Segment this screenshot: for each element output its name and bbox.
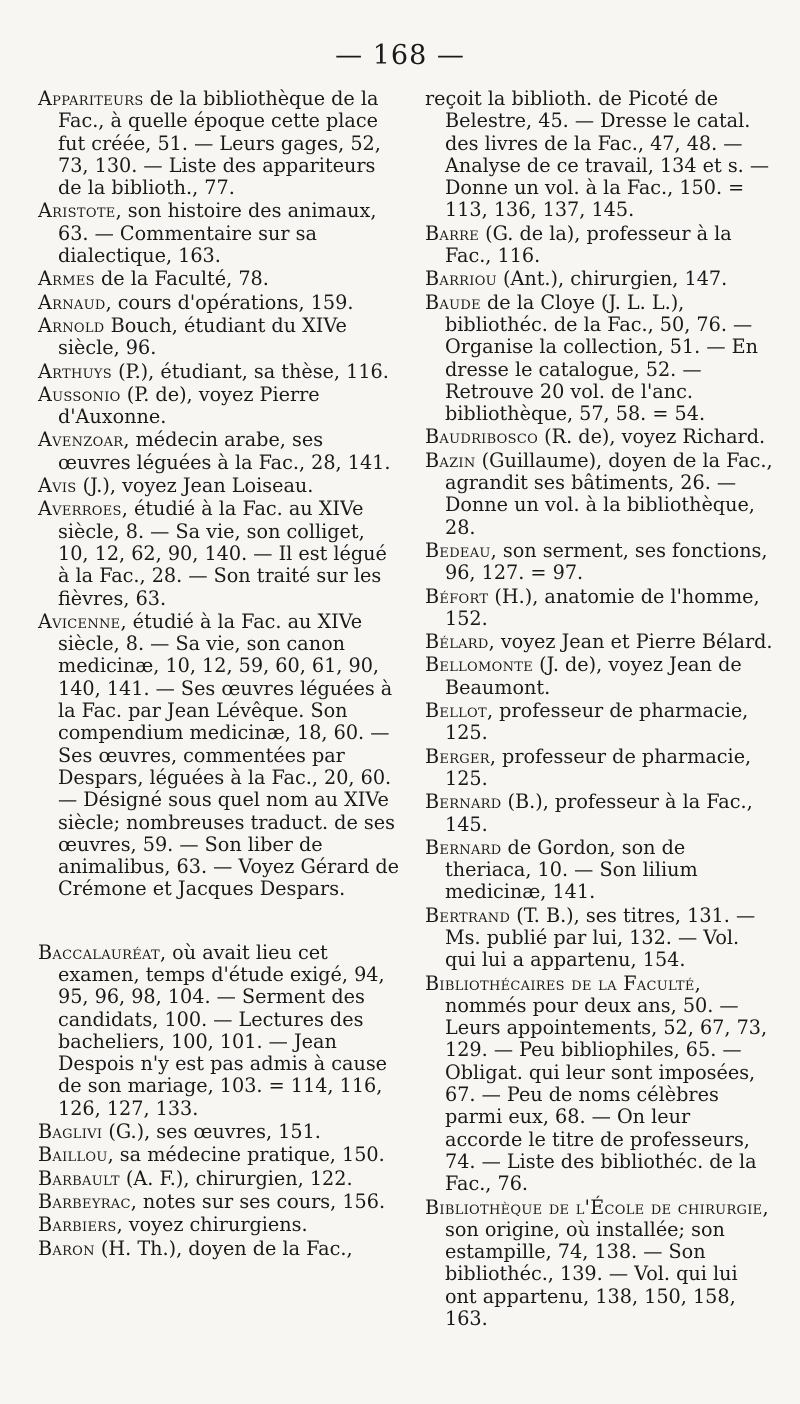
index-entry [425,791,773,836]
entry-head: Baglivi [38,1120,103,1144]
entry-text: de la Faculté, 78. [94,267,269,291]
entry-text: de la bibliothèque de la Fac., à quelle époque cette place fut créée, 51. — Leurs gages, 52, 73, 130. — Liste des appariteurs de la biblioth., 77. [58,87,381,200]
index-entry [38,429,400,474]
entry-text: (Guillaume), doyen de la Fac., agrandit ses bâtiments, 26. — Donne un vol. à la bibliothèque, 28. [445,448,773,539]
entry-head: Bibliothécaires de la Faculté [425,971,695,995]
entry-head: Baccalauréat [38,940,160,964]
entry-text: , étudié à la Fac. au XIVe siècle, 8. — Sa vie, son colliget, 10, 12, 62, 90, 140. — Il est légué à la Fac., 28. — Son traité sur les fièvres, 63. [58,497,387,610]
entry-text: , cours d'opérations, 159. [105,290,354,314]
entry-text: (H.), anatomie de l'homme, 152. [445,584,760,630]
index-entry [425,905,773,972]
entry-head: Aristote [38,199,116,223]
index-column-right [425,88,773,1331]
index-entry [38,200,400,267]
index-entry [38,475,400,497]
entry-head: Baude [425,290,481,314]
entry-head: Arnaud [38,290,106,314]
entry-text: (P.), étudiant, sa thèse, 116. [111,359,389,383]
entry-text: , notes sur ses cours, 156. [130,1189,386,1213]
entry-head: Avicenne [38,609,121,633]
entry-head: Barbault [38,1166,120,1190]
entry-head: Baillou [38,1143,108,1167]
entry-text: , où avait lieu cet examen, temps d'étude exigé, 94, 95, 96, 98, 104. — Serment des candidats, 100. — Lectures des bacheliers, 100, 101. — Jean Despois n'y est pas admis à cause de son mariage, 103. = 114, 116, 126, 127, 133. [58,940,388,1120]
entry-head: Baudribosco [425,425,539,449]
entry-text: (G.), ses œuvres, 151. [102,1120,321,1144]
index-entry [425,586,773,631]
entry-head: Arthuys [38,359,112,383]
index-entry [38,292,400,314]
index-entry [425,700,773,745]
index-entry [425,631,773,653]
entry-head: Aussonio [38,382,121,406]
entry-head: Bélard [425,630,489,654]
entry-head: Bellot [425,699,487,723]
index-entry [425,1197,773,1331]
index-entry [38,315,400,360]
entry-head: Avis [38,474,77,498]
entry-head: Bernard [425,835,502,859]
entry-text: de Gordon, son de theriaca, 10. — Son lilium medicinæ, 141. [445,835,698,904]
index-entry [425,746,773,791]
entry-text: de la Cloye (J. L. L.), bibliothéc. de la Fac., 50, 76. — Organise la collection, 51. — En dresse le catalogue, 52. — Retrouve 20 vol. de l'anc. bibliothèque, 57, 58. = 54. [445,290,758,426]
index-entry [38,88,400,199]
entry-text: (T. B.), ses titres, 131. — Ms. publié par lui, 132. — Vol. qui lui a appartenu, 154. [445,903,756,972]
entry-text: (J. de), voyez Jean de Beaumont. [445,653,742,699]
entry-text: (P. de), voyez Pierre d'Auxonne. [58,382,320,429]
entry-text: (R. de), voyez Richard. [538,425,766,449]
index-entry [425,540,773,585]
entry-text: (B.), professeur à la Fac., 145. [445,790,753,836]
index-entry-continued [425,88,773,222]
index-entry [425,223,773,268]
index-entry [38,1144,400,1166]
index-entry [38,1168,400,1190]
entry-text: (J.), voyez Jean Loiseau. [76,474,314,498]
entry-text: , médecin arabe, ses œuvres léguées à la Fac., 28, 141. [58,428,391,474]
entry-text: , voyez Jean et Pierre Bélard. [488,630,773,654]
entry-head: Avenzoar [38,428,124,452]
index-entry [38,268,400,290]
entry-head: Barriou [425,267,497,291]
entry-head: Bellomonte [425,653,534,677]
entry-head: Bertrand [425,903,511,927]
entry-text: (G. de la), professeur à la Fac., 116. [445,221,732,268]
index-entry [425,292,773,426]
index-entry [38,361,400,383]
entry-head: Barre [425,221,480,245]
index-entry [425,268,773,290]
index-entry [38,1191,400,1213]
entry-text: , son histoire des animaux, 63. — Commentaire sur sa dialectique, 163. [58,199,377,268]
index-entry [38,498,400,609]
index-entry [425,654,773,699]
index-entry [425,837,773,904]
entry-head: Berger [425,744,490,768]
entry-text: , professeur de pharmacie, 125. [445,699,749,745]
index-entry [38,611,400,901]
entry-head: Arnold [38,313,105,337]
entry-text: , son origine, où installée; son estampille, 74, 138. — Son bibliothéc., 139. — Vol. qui lui ont appartenu, 138, 150, 158, 163. [445,1195,769,1331]
entry-head: Appariteurs [38,87,144,110]
entry-text: (H. Th.), doyen de la Fac., [94,1236,353,1260]
index-entry [38,1121,400,1143]
entry-head: Baron [38,1236,95,1260]
entry-text: , son serment, ses fonctions, 96, 127. = 97. [445,538,768,585]
entry-head: Béfort [425,584,489,608]
index-entry [38,1238,400,1260]
entry-text: Bouch, étudiant du XIVe siècle, 96. [58,313,347,360]
entry-head: Barbeyrac [38,1189,131,1213]
index-column-left [38,88,400,1261]
entry-head: Bernard [425,790,502,814]
entry-head: Barbiers [38,1213,117,1237]
entry-text: (Ant.), chirurgien, 147. [496,267,728,291]
index-entry [38,384,400,429]
page-number: — 168 — [335,40,465,71]
entry-head: Armes [38,267,95,291]
entry-text: , voyez chirurgiens. [116,1213,308,1237]
entry-head: Bazin [425,448,476,472]
entry-head: Averroes [38,497,122,521]
index-entry [425,450,773,539]
index-entry [425,426,773,448]
entry-text: (A. F.), chirurgien, 122. [119,1166,353,1190]
index-entry [38,942,400,1120]
entry-text: , sa médecine pratique, 150. [107,1143,385,1167]
entry-text: , étudié à la Fac. au XIVe siècle, 8. — Sa vie, son canon medicinæ, 10, 12, 59, 60, 61, 90, 140, 141. — Ses œuvres léguées à la Fac. par Jean Lévêque. Son compendium medicinæ, 18, 60. — Ses œuvres, commentées par Despars, léguées à la Fac., 20, 60. — Désigné sous quel nom au XIVe siècle; nombreuses traduct. de ses œuvres, 59. — Son liber de animalibus, 63. — Voyez Gérard de Crémone et Jacques Despars. [58,609,399,901]
entry-text: reçoit la biblioth. de Picoté de Belestre, 45. — Dresse le catal. des livres de la Fac., 47, 48. — Analyse de ce travail, 134 et s. — Donne un vol. à la Fac., 150. = 113, 136, 137, 145. [425,87,770,222]
entry-head: Bedeau [425,538,491,562]
entry-text: , professeur de pharmacie, 125. [445,744,752,790]
entry-text: , nommés pour deux ans, 50. — Leurs appointements, 52, 67, 73, 129. — Peu bibliophiles, 65. — Obligat. qui leur sont imposées, 67. — Peu de noms célèbres parmi eux, 68. — On leur accorde le titre de professeurs, 74. — Liste des bibliothéc. de la Fac., 76. [445,971,768,1196]
entry-head: Bibliothèque de l'École de chirurgie [425,1195,763,1219]
index-entry [38,1214,400,1236]
index-entry [425,973,773,1196]
